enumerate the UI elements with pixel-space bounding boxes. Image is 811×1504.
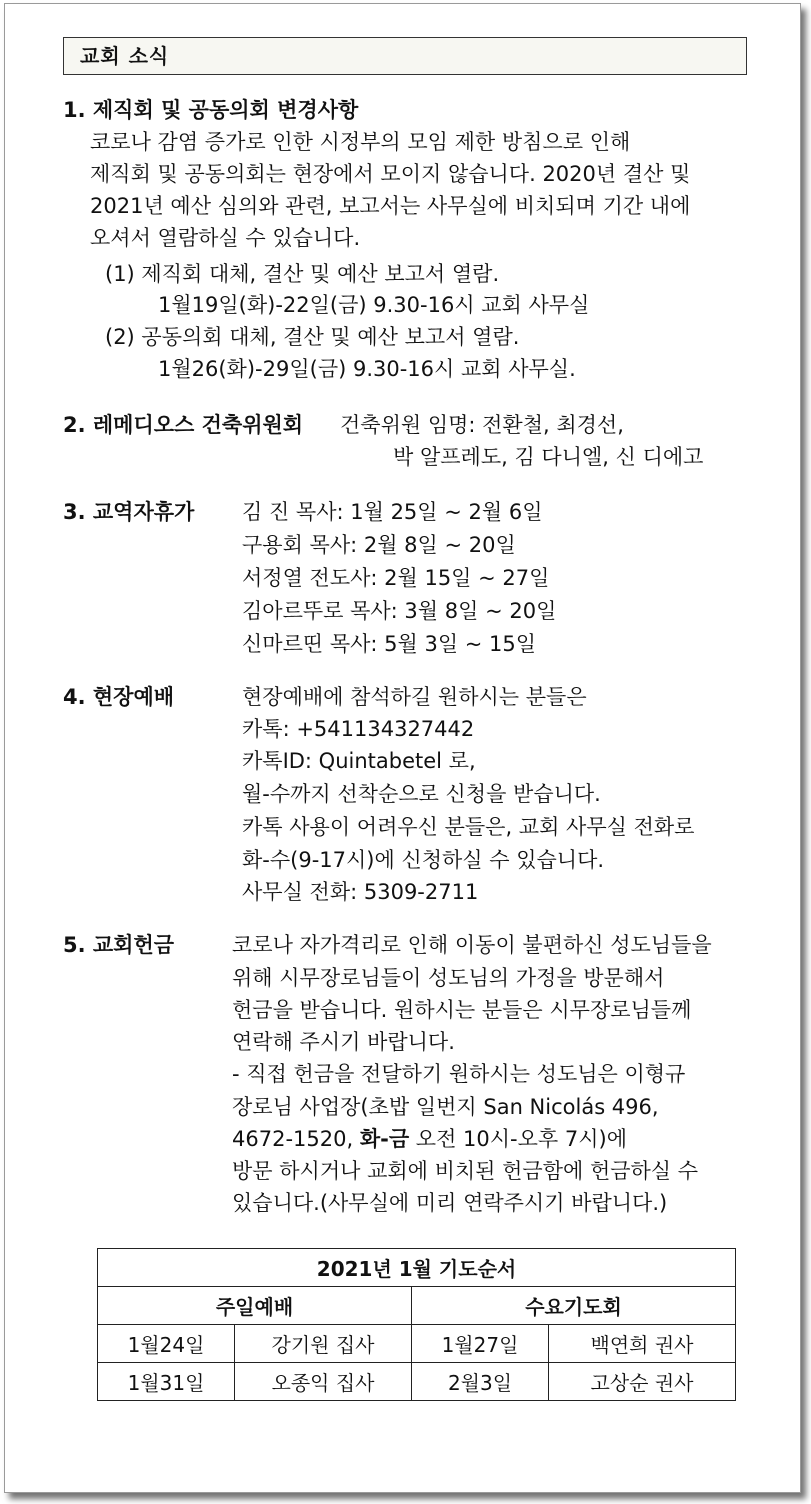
section-5-text: 코로나 자가격리로 인해 이동이 불편하신 성도님들을	[232, 933, 712, 957]
table-cell: 1월27일	[412, 1325, 549, 1363]
vacation-item: 구용회 목사: 2월 8일 ~ 20일	[242, 533, 516, 557]
prayer-schedule-table	[97, 1248, 736, 1401]
section-4-text: 카톡ID: Quintabetel 로,	[242, 749, 476, 773]
table-cell: 백연희 권사	[549, 1325, 736, 1363]
section-1-text: 2021년 예산 심의와 관련, 보고서는 사무실에 비치되며 기간 내에	[90, 194, 691, 218]
section-5-text: 방문 하시거나 교회에 비치된 헌금함에 헌금하실 수	[232, 1159, 699, 1183]
section-1-text: 오셔서 열람하실 수 있습니다.	[90, 226, 361, 250]
section-4-text: 사무실 전화: 5309-2711	[242, 880, 479, 904]
table-row	[98, 1363, 736, 1401]
section-3-title: 3. 교역자휴가	[63, 500, 195, 524]
vacation-item: 신마르띤 목사: 5월 3일 ~ 15일	[242, 632, 537, 656]
page-title: 교회 소식	[63, 37, 747, 75]
section-1-text: 제직회 및 공동의회는 현장에서 모이지 않습니다. 2020년 결산 및	[90, 162, 691, 186]
section-2-text: 박 알프레도, 김 다니엘, 신 디에고	[393, 445, 704, 469]
table-row	[98, 1325, 736, 1363]
section-5-text: 있습니다.(사무실에 미리 연락주시기 바랍니다.)	[232, 1191, 668, 1215]
section-5-title: 5. 교회헌금	[63, 933, 175, 957]
table-cell: 오종익 집사	[235, 1363, 412, 1401]
section-4-title: 4. 현장예배	[63, 685, 175, 709]
table-cell: 1월24일	[98, 1325, 235, 1363]
section-5-text: 헌금을 받습니다. 원하시는 분들은 시무장로님들께	[232, 998, 692, 1022]
column-header-sunday: 주일예배	[98, 1287, 412, 1325]
vacation-item: 김 진 목사: 1월 25일 ~ 2월 6일	[242, 500, 543, 524]
table-cell: 2월3일	[412, 1363, 549, 1401]
table-title: 2021년 1월 기도순서	[98, 1249, 736, 1287]
section-1-item-detail: 1월19일(화)-22일(금) 9.30-16시 교회 사무실	[158, 293, 590, 317]
section-2-title: 2. 레메디오스 건축위원회	[63, 413, 304, 437]
vacation-item: 김아르뚜로 목사: 3월 8일 ~ 20일	[242, 599, 557, 623]
section-4-text: 현장예배에 참석하길 원하시는 분들은	[242, 685, 587, 709]
section-1-title: 1. 제직회 및 공동의회 변경사항	[63, 98, 359, 122]
table-cell: 강기원 집사	[235, 1325, 412, 1363]
section-5-text: 장로님 사업장(초밥 일번지 San Nicolás 496,	[232, 1095, 659, 1119]
table-cell: 고상순 권사	[549, 1363, 736, 1401]
column-header-wednesday: 수요기도회	[412, 1287, 736, 1325]
highlight-days: 화-금	[359, 1127, 410, 1151]
section-4-text: 월-수까지 선착순으로 신청을 받습니다.	[242, 782, 601, 806]
table-cell: 1월31일	[98, 1363, 235, 1401]
section-5-text: 연락해 주시기 바랍니다.	[232, 1030, 455, 1054]
section-4-text: 화-수(9-17시)에 신청하실 수 있습니다.	[242, 848, 605, 872]
section-1-item: (1) 제직회 대체, 결산 및 예산 보고서 열람.	[105, 262, 500, 286]
section-4-text: 카톡 사용이 어려우신 분들은, 교회 사무실 전화로	[242, 815, 695, 839]
section-5-text: 위해 시무장로님들이 성도님의 가정을 방문해서	[232, 966, 665, 990]
vacation-item: 서정열 전도사: 2월 15일 ~ 27일	[242, 566, 550, 590]
section-2-text: 건축위원 임명: 전환철, 최경선,	[340, 413, 624, 437]
section-1-item-detail: 1월26(화)-29일(금) 9.30-16시 교회 사무실.	[158, 357, 576, 381]
section-1-text: 코로나 감염 증가로 인한 시정부의 모임 제한 방침으로 인해	[90, 130, 631, 154]
section-1-item: (2) 공동의회 대체, 결산 및 예산 보고서 열람.	[105, 325, 520, 349]
section-4-text: 카톡: +541134327442	[242, 717, 475, 741]
section-5-text: - 직접 헌금을 전달하기 원하시는 성도님은 이형규	[232, 1062, 686, 1086]
section-5-text: 4672-1520, 화-금 오전 10시-오후 7시)에	[232, 1127, 628, 1151]
